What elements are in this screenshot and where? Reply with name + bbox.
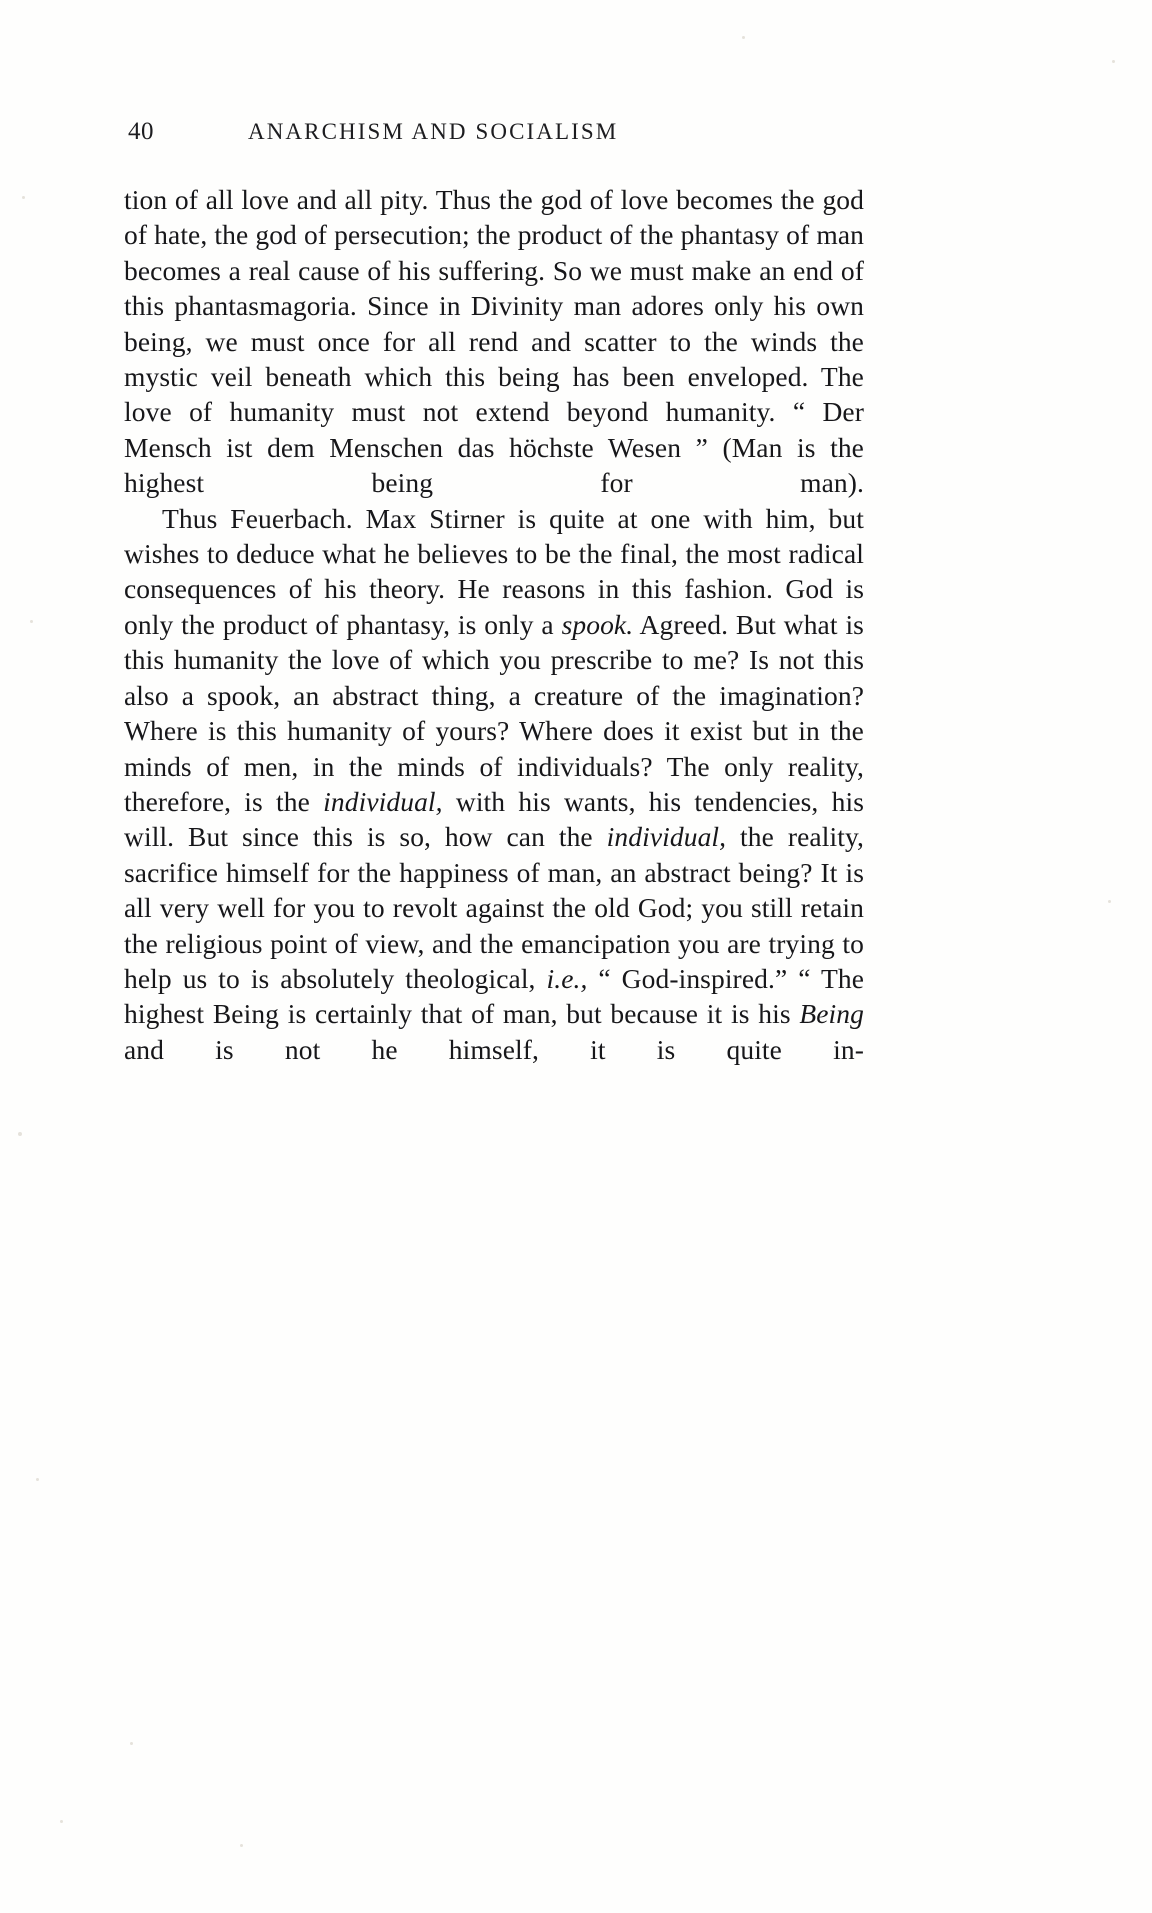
- scan-speck: [22, 196, 25, 199]
- paragraph-2: Thus Feuerbach. Max Stirner is quite at one with him, but wishes to deduce what he believes to be the final, the most radical consequences of his theory. He reasons in this fashion. God is only the product of phantasy, is only a spook. Agreed. But what is this humanity the love of which you prescribe to me? Is not this also a spook, an abstract thing, a creature of the imagination? Where is this humanity of yours? Where does it exist but in the minds of men, in the minds of individuals? The only reality, therefore, is the individual, with his wants, his tendencies, his will. But since this is so, how can the individual, the reality, sacrifice himself for the happiness of man, an abstract being? It is all very well for you to revolt against the old God; you still retain the religious point of view, and the emancipation you are trying to help us to is absolutely theological, i.e., “ God-inspired.” “ The highest Being is certainly that of man, but because it is his Being and is not he himself, it is quite in-: [124, 502, 865, 1065]
- scan-speck: [742, 36, 745, 39]
- scan-speck: [130, 1742, 133, 1745]
- scan-speck: [1108, 900, 1111, 903]
- scan-speck: [1112, 60, 1115, 63]
- paragraph-1: tion of all love and all pity. Thus the god of love becomes the god of hate, the god of persecution; the product of the phantasy of man becomes a real cause of his suffering. So we must make an end of this phantasmagoria. Since in Divinity man adores only his own being, we must once for all rend and scatter to the winds the mystic veil beneath which this being has been enveloped. The love of humanity must not extend beyond humanity. “ Der Mensch ist dem Menschen das höchste Wesen ” (Man is the highest being for man).: [124, 184, 864, 499]
- running-title: ANARCHISM AND SOCIALISM: [248, 119, 619, 144]
- scan-speck: [18, 1132, 22, 1136]
- scan-speck: [60, 1820, 63, 1823]
- scan-speck: [36, 1478, 39, 1481]
- scan-speck: [240, 1844, 243, 1847]
- scan-speck: [30, 620, 33, 623]
- page-number: 40: [128, 118, 154, 145]
- page-header: [128, 118, 828, 146]
- page-body: [124, 182, 864, 1067]
